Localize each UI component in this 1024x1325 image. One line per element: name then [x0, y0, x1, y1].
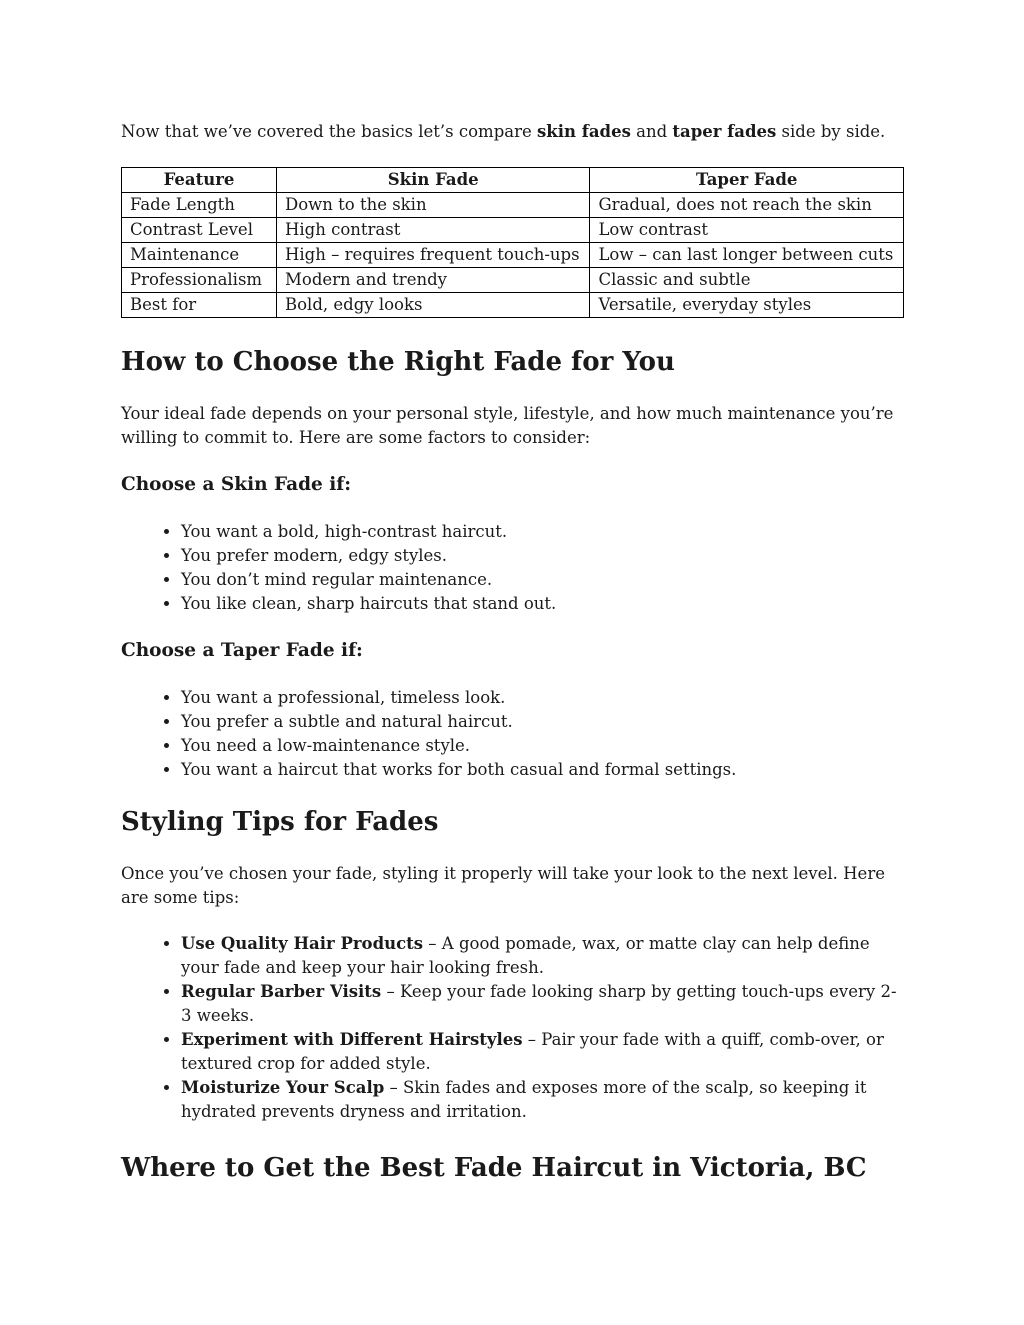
list-item: • You like clean, sharp haircuts that stand out. — [181, 592, 904, 616]
list-item: • You want a bold, high-contrast haircut. — [181, 520, 904, 544]
table-row — [122, 268, 904, 293]
tip-text: – A good pomade, wax, or matte clay can help define your fade and keep your hair looking fresh. — [181, 934, 870, 977]
intro-text: side by side. — [776, 122, 886, 141]
document-page — [121, 120, 904, 1186]
table-cell: Bold, edgy looks — [276, 293, 589, 318]
table-cell: Professionalism — [122, 268, 277, 293]
intro-paragraph — [121, 120, 904, 144]
tip-title: Moisturize Your Scalp — [181, 1078, 385, 1097]
table-cell: Maintenance — [122, 243, 277, 268]
list-item: • You prefer a subtle and natural haircut. — [181, 710, 904, 734]
skin-fade-list — [121, 520, 904, 616]
header-skin-fade: Skin Fade — [276, 168, 589, 193]
tip-title: Use Quality Hair Products — [181, 934, 424, 953]
table-cell: Gradual, does not reach the skin — [590, 193, 904, 218]
list-item: • You want a haircut that works for both casual and formal settings. — [181, 758, 904, 782]
list-item — [181, 932, 904, 980]
heading-choose-taper-fade: Choose a Taper Fade if: — [121, 640, 363, 661]
tip-title: Experiment with Different Hairstyles — [181, 1030, 523, 1049]
header-taper-fade: Taper Fade — [590, 168, 904, 193]
heading-choose-fade: How to Choose the Right Fade for You — [121, 347, 675, 377]
heading-where-to-get: Where to Get the Best Fade Haircut in Victoria, BC — [121, 1153, 867, 1183]
table-cell: Down to the skin — [276, 193, 589, 218]
table-cell: Versatile, everyday styles — [590, 293, 904, 318]
table-cell: Contrast Level — [122, 218, 277, 243]
styling-tips-list — [121, 932, 904, 1124]
list-item: • You need a low-maintenance style. — [181, 734, 904, 758]
intro-bold-skin-fades: skin fades — [537, 122, 631, 141]
list-item: • You prefer modern, edgy styles. — [181, 544, 904, 568]
table-cell: High contrast — [276, 218, 589, 243]
table-cell: Low – can last longer between cuts — [590, 243, 904, 268]
choose-paragraph: Your ideal fade depends on your personal style, lifestyle, and how much maintenance you’re willing to commit to. Here are some factors to consider: — [121, 404, 894, 447]
table-row — [122, 243, 904, 268]
table-cell: Modern and trendy — [276, 268, 589, 293]
taper-fade-list — [121, 686, 904, 782]
intro-text: and — [630, 122, 673, 141]
intro-text: Now that we’ve covered the basics let’s compare — [121, 122, 538, 141]
table-cell: Fade Length — [122, 193, 277, 218]
table-cell: High – requires frequent touch-ups — [276, 243, 589, 268]
table-row — [122, 293, 904, 318]
comparison-table — [121, 167, 904, 318]
list-item — [181, 1028, 904, 1076]
heading-styling-tips: Styling Tips for Fades — [121, 807, 439, 837]
tip-text: – Keep your fade looking sharp by getting touch-ups every 2-3 weeks. — [181, 982, 897, 1025]
table-row — [122, 218, 904, 243]
header-feature: Feature — [122, 168, 277, 193]
table-cell: Best for — [122, 293, 277, 318]
intro-bold-taper-fades: taper fades — [672, 122, 777, 141]
styling-paragraph: Once you’ve chosen your fade, styling it properly will take your look to the next level. Here are some tips: — [121, 864, 885, 907]
table-cell: Classic and subtle — [590, 268, 904, 293]
table-row — [122, 193, 904, 218]
heading-choose-skin-fade: Choose a Skin Fade if: — [121, 474, 352, 495]
tip-text: – Pair your fade with a quiff, comb-over, or textured crop for added style. — [181, 1030, 884, 1073]
tip-title: Regular Barber Visits — [181, 982, 382, 1001]
tip-text: – Skin fades and exposes more of the scalp, so keeping it hydrated prevents dryness and irritation. — [181, 1078, 867, 1121]
list-item: • You don’t mind regular maintenance. — [181, 568, 904, 592]
list-item: • You want a professional, timeless look. — [181, 686, 904, 710]
table-cell: Low contrast — [590, 218, 904, 243]
list-item — [181, 1076, 904, 1124]
list-item — [181, 980, 904, 1028]
table-header-row — [122, 168, 904, 193]
